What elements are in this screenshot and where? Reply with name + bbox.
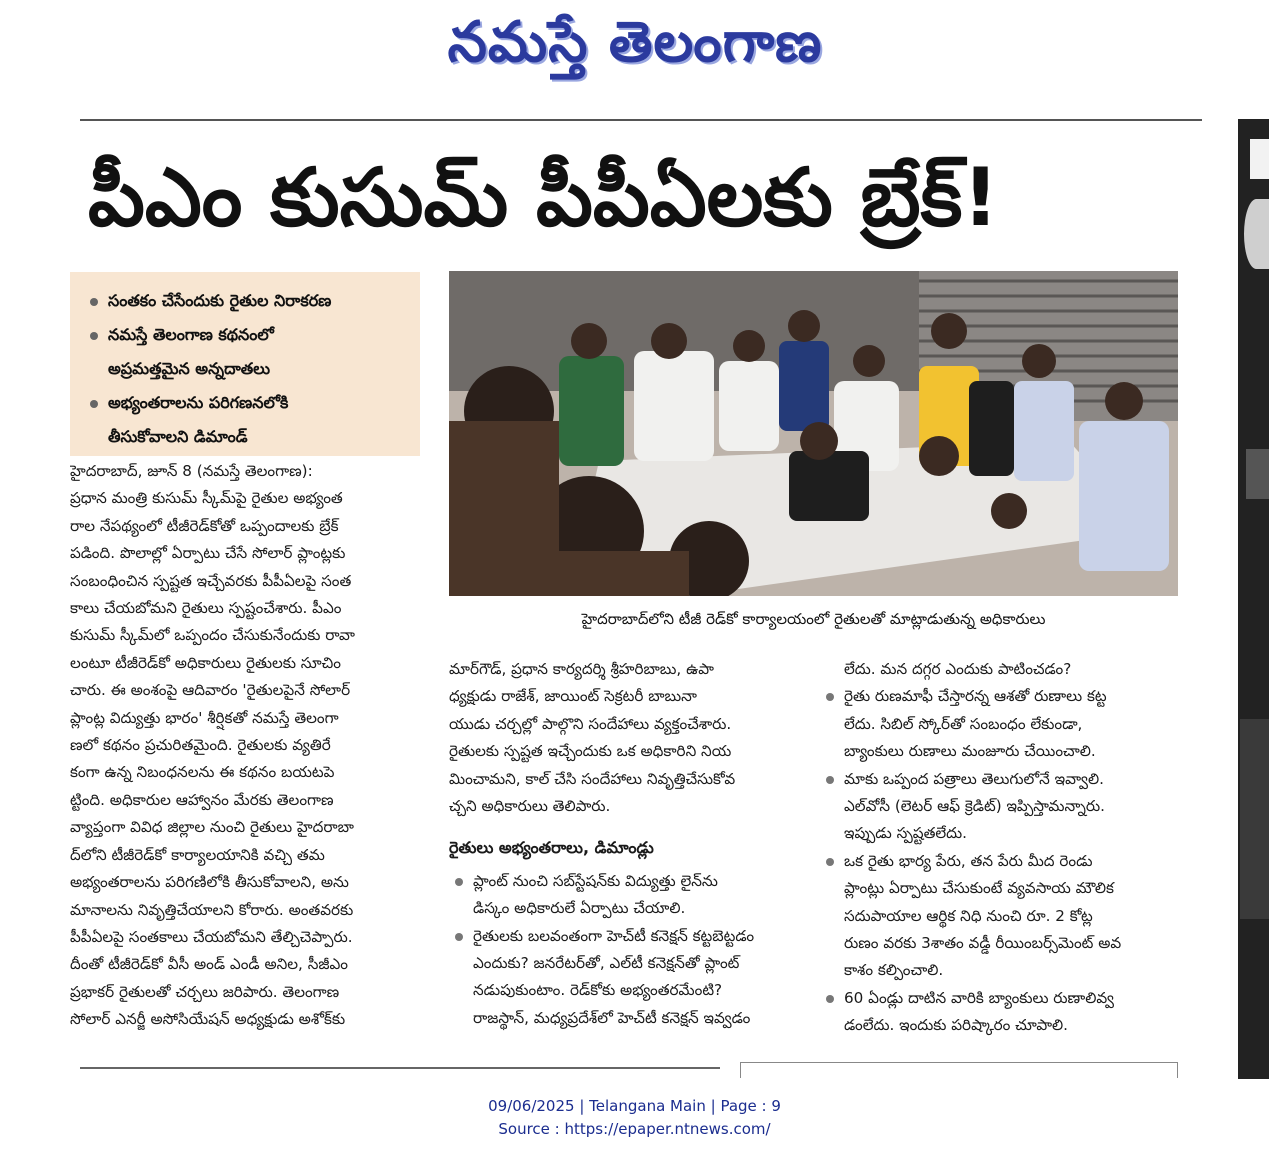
bullet-line: ప్లాంట్ నుంచి సబ్‌స్టేషన్‌కు విద్యుత్తు లైన్‌ను bbox=[449, 868, 803, 895]
paragraph-line: కంగా ఉన్న నిబంధనలను ఈ కథనం బయటపె bbox=[70, 763, 335, 782]
paragraph-line: అభ్యంతరాలను పరిగణిలోకి తీసుకోవాలని, అను bbox=[70, 873, 349, 892]
paragraph-line: పడింది. పొలాల్లో ఏర్పాటు చేసే సోలార్ ప్లాంట్లకు bbox=[70, 544, 346, 563]
news-photo bbox=[449, 271, 1178, 596]
paragraph-line: ప్లాంట్ల విద్యుత్తు భారం' శీర్షికతో నమస్తే తెలంగా bbox=[70, 708, 339, 727]
paragraph-line: మార్‌గౌడ్, ప్రధాన కార్యదర్శి శ్రీహరిబాబు, ఉపా bbox=[449, 660, 714, 678]
paragraph-line: దీంతో టీజీరెడ్‌కో వీసీ అండ్ ఎండీ అనిల, సీజీఎం bbox=[70, 955, 348, 974]
paragraph-line: రాల నేపథ్యంలో టీజీరెడ్‌కోతో ఒప్పందాలకు బ్రేక్ bbox=[70, 516, 339, 535]
paragraph-line: ట్టింది. అధికారుల ఆహ్వానం మేరకు తెలంగాణ bbox=[70, 790, 334, 809]
paragraph-line: పీపీఏలపై సంతకాలు చేయబోమని తేల్చిచెప్పారు. bbox=[70, 927, 353, 946]
paragraph-line: మానాలను నివృత్తిచేయాలని కోరారు. అంతవరకు bbox=[70, 900, 354, 919]
bottom-divider bbox=[80, 1067, 720, 1069]
bullet-line: డంలేదు. ఇందుకు పరిష్కారం చూపాలి. bbox=[844, 1016, 1068, 1035]
bullet-line: ఇప్పుడు స్పష్టతలేదు. bbox=[844, 824, 967, 843]
article-column-2 bbox=[449, 656, 803, 1032]
section-subheading: రైతులు అభ్యంతరాలు, డిమాండ్లు bbox=[449, 838, 654, 858]
bullet-line: రాజస్థాన్, మధ్యప్రదేశ్‌లో హెచ్‌టీ కనెక్షన్ ఇవ్వడం bbox=[473, 1008, 751, 1027]
bullet-line: రైతు రుణమాఫీ చేస్తారన్న ఆశతో రుణాలు కట్ట bbox=[820, 683, 1178, 710]
next-article-box-top bbox=[740, 1062, 1178, 1063]
paragraph-line: యుడు చర్చల్లో పాల్గొని సందేహాలు వ్యక్తంచేశారు. bbox=[449, 714, 732, 733]
photo-caption: హైదరాబాద్‌లోని టీజీ రెడ్‌కో కార్యాలయంలో రైతులతో మాట్లాడుతున్న అధికారులు bbox=[581, 610, 1046, 628]
paragraph-line: కుసుమ్ స్కీమ్‌లో ఒప్పందం చేసుకునేందుకు రావా bbox=[70, 626, 355, 645]
bullet-icon bbox=[826, 858, 834, 866]
masthead-logo: నమస్తే తెలంగాణ bbox=[447, 10, 823, 75]
highlight-item-continued: అప్రమత్తమైన అన్నదాతలు bbox=[108, 359, 271, 378]
footer-edition-info: 09/06/2025 | Telangana Main | Page : 9 bbox=[488, 1097, 781, 1115]
bullet-line: ఒక రైతు భార్య పేరు, తన పేరు మీద రెండు bbox=[820, 848, 1178, 875]
bullet-line: ప్లాంట్లు ఏర్పాటు చేసుకుంటే వ్యవసాయ మౌలిక bbox=[844, 879, 1114, 898]
bullet-line: ఎల్‌వోసీ (లెటర్ ఆఫ్ క్రెడిట్) ఇప్పిస్తామన్నారు. bbox=[844, 797, 1105, 816]
bullet-line: డిస్కం అధికారులే ఏర్పాటు చేయాలి. bbox=[473, 899, 686, 918]
bullet-line: బ్యాంకులు రుణాలు మంజూరు చేయించాలి. bbox=[844, 742, 1096, 761]
bullet-line: సదుపాయాల ఆర్థిక నిధి నుంచి రూ. 2 కోట్ల bbox=[844, 906, 1093, 925]
bullet-line: నడుపుకుంటాం. రెడ్‌కోకు అభ్యంతరమేంటి? bbox=[473, 981, 723, 1000]
bullet-icon bbox=[455, 933, 463, 941]
paragraph-line: వ్యాప్తంగా వివిధ జిల్లాల నుంచి రైతులు హైదరాబా bbox=[70, 818, 354, 837]
bullet-line: రైతులకు బలవంతంగా హెచ్‌టీ కనెక్షన్ కట్టబెట్టడం bbox=[449, 923, 803, 950]
bullet-line: ఎందుకు? జనరేటర్‌తో, ఎల్‌టీ కనెక్షన్‌తో ప్లాంట్ bbox=[473, 954, 740, 973]
paragraph-line: సోలార్ ఎనర్జీ అసోసియేషన్ అధ్యక్షుడు అశోక్‌కు bbox=[70, 1010, 346, 1029]
article-column-1 bbox=[70, 458, 424, 1034]
bullet-icon bbox=[826, 995, 834, 1003]
next-article-box-edge bbox=[1177, 1062, 1178, 1078]
bullet-line: లేదు. సిబిల్ స్కోర్‌తో సంబంధం లేకుండా, bbox=[844, 714, 1083, 733]
paragraph-line: ధ్యక్షుడు రాజేశ్, జాయింట్ సెక్రటరీ బాబునా bbox=[449, 687, 697, 706]
bullet-line: కాశం కల్పించాలి. bbox=[844, 961, 944, 980]
paragraph-line: హైదరాబాద్, జూన్ 8 (నమస్తే తెలంగాణ): bbox=[70, 462, 313, 480]
bullet-icon bbox=[826, 693, 834, 701]
bullet-line: రుణం వరకు 3శాతం వడ్డీ రీయింబర్స్‌మెంట్ అవ bbox=[844, 934, 1122, 953]
bullet-icon bbox=[90, 298, 98, 306]
paragraph-line: ప్రభాకర్ రైతులతో చర్చలు జరిపారు. తెలంగాణ bbox=[70, 982, 340, 1001]
top-divider bbox=[80, 119, 1202, 121]
bullet-icon bbox=[90, 332, 98, 340]
paragraph-line: మించామని, కాల్ చేసి సందేహాలు నివృత్తిచేసుకోవ bbox=[449, 769, 736, 788]
highlight-item: సంతకం చేసేందుకు రైతుల నిరాకరణ bbox=[90, 284, 410, 318]
bullet-icon bbox=[90, 400, 98, 408]
paragraph-line: లేదు. మన దగ్గర ఎందుకు పాటించడం? bbox=[844, 660, 1072, 678]
paragraph-line: ద్‌లోని టీజీరెడ్‌కో కార్యాలయానికి వచ్చి తమ bbox=[70, 845, 325, 864]
next-article-box-edge bbox=[740, 1062, 741, 1078]
paragraph-line: లంటూ టీజీరెడ్‌కో అధికారులు రైతులకు సూచిం bbox=[70, 653, 341, 672]
paragraph-line: రైతులకు స్పష్టత ఇచ్చేందుకు ఒక అధికారిని నియ bbox=[449, 742, 732, 761]
bullet-line: మాకు ఒప్పంద పత్రాలు తెలుగులోనే ఇవ్వాలి. bbox=[820, 766, 1178, 793]
highlight-item: నమస్తే తెలంగాణ కథనంలో bbox=[90, 318, 410, 352]
bullet-icon bbox=[826, 776, 834, 784]
bullet-icon bbox=[455, 878, 463, 886]
paragraph-line: చారు. ఈ అంశంపై ఆదివారం 'రైతులపైనే సోలార్ bbox=[70, 681, 351, 700]
paragraph-line: చ్చని అధికారులు తెలిపారు. bbox=[449, 797, 611, 816]
bullet-line: 60 ఏండ్లు దాటిన వారికి బ్యాంకులు రుణాలివ్వ bbox=[820, 985, 1178, 1012]
headline: పీఎం కుసుమ్ పీపీఏలకు బ్రేక్! bbox=[88, 151, 999, 244]
paragraph-line: కాలు చేయబోమని రైతులు స్పష్టంచేశారు. పీఎం bbox=[70, 599, 342, 618]
footer-source-link[interactable]: Source : https://epaper.ntnews.com/ bbox=[498, 1120, 771, 1138]
article-column-3 bbox=[820, 656, 1178, 1040]
meeting-photo-illustration bbox=[449, 271, 1178, 596]
paragraph-line: ప్రధాన మంత్రి కుసుమ్ స్కీమ్‌పై రైతుల అభ్యంత bbox=[70, 489, 343, 508]
highlights-box bbox=[70, 272, 420, 456]
highlight-item-continued: తీసుకోవాలని డిమాండ్ bbox=[108, 427, 248, 446]
adjacent-article-strip bbox=[1238, 119, 1269, 1079]
paragraph-line: సంబంధించిన స్పష్టత ఇచ్చేవరకు పీపీఏలపై సంత bbox=[70, 571, 352, 590]
highlight-item: అభ్యంతరాలను పరిగణనలోకి bbox=[90, 386, 410, 420]
paragraph-line: ణలో కథనం ప్రచురితమైంది. రైతులకు వ్యతిరే bbox=[70, 736, 331, 755]
masthead bbox=[0, 0, 1269, 100]
